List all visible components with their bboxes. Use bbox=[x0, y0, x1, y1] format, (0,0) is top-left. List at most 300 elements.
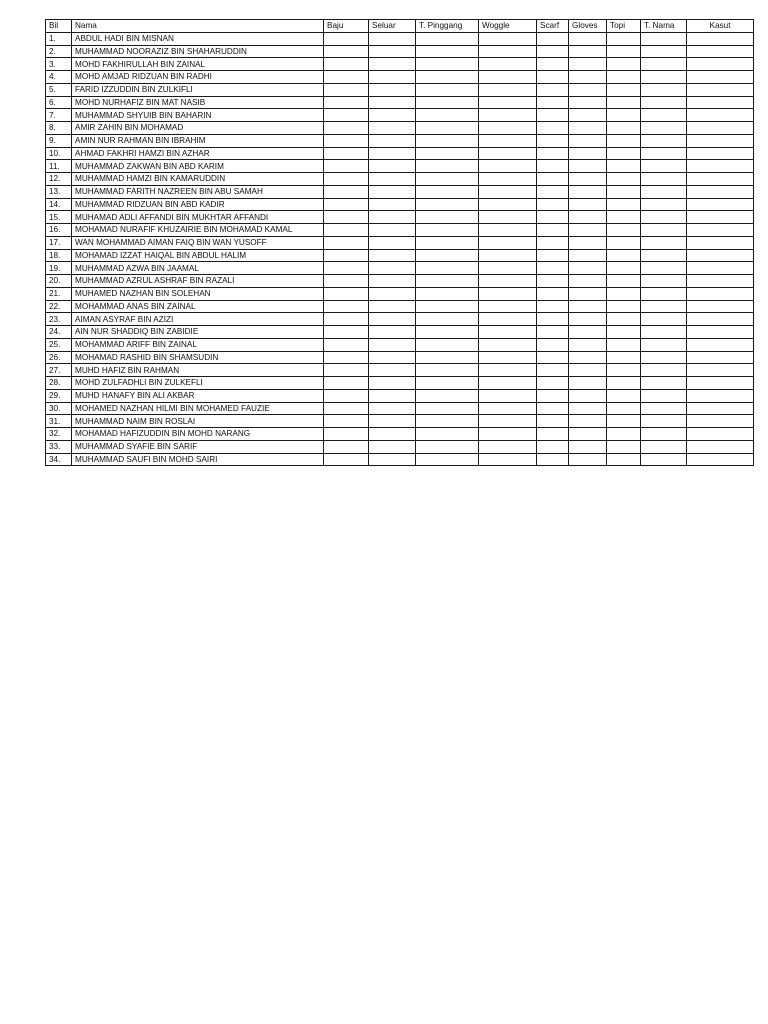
check-cell-kasut[interactable] bbox=[687, 211, 754, 224]
check-cell-t-nama[interactable] bbox=[641, 300, 687, 313]
check-cell-kasut[interactable] bbox=[687, 58, 754, 71]
check-cell-woggle[interactable] bbox=[479, 134, 537, 147]
check-cell-baju[interactable] bbox=[324, 134, 369, 147]
check-cell-scarf[interactable] bbox=[537, 134, 569, 147]
check-cell-t-pinggang[interactable] bbox=[416, 275, 479, 288]
check-cell-gloves[interactable] bbox=[569, 389, 607, 402]
check-cell-baju[interactable] bbox=[324, 32, 369, 45]
check-cell-baju[interactable] bbox=[324, 83, 369, 96]
check-cell-scarf[interactable] bbox=[537, 415, 569, 428]
check-cell-gloves[interactable] bbox=[569, 338, 607, 351]
check-cell-seluar[interactable] bbox=[369, 32, 416, 45]
check-cell-seluar[interactable] bbox=[369, 300, 416, 313]
check-cell-seluar[interactable] bbox=[369, 96, 416, 109]
check-cell-woggle[interactable] bbox=[479, 326, 537, 339]
check-cell-gloves[interactable] bbox=[569, 236, 607, 249]
check-cell-seluar[interactable] bbox=[369, 185, 416, 198]
check-cell-kasut[interactable] bbox=[687, 45, 754, 58]
check-cell-t-nama[interactable] bbox=[641, 32, 687, 45]
check-cell-gloves[interactable] bbox=[569, 275, 607, 288]
check-cell-scarf[interactable] bbox=[537, 147, 569, 160]
check-cell-kasut[interactable] bbox=[687, 402, 754, 415]
check-cell-t-nama[interactable] bbox=[641, 147, 687, 160]
check-cell-t-nama[interactable] bbox=[641, 198, 687, 211]
check-cell-woggle[interactable] bbox=[479, 453, 537, 466]
check-cell-kasut[interactable] bbox=[687, 275, 754, 288]
check-cell-topi[interactable] bbox=[607, 83, 641, 96]
check-cell-topi[interactable] bbox=[607, 415, 641, 428]
check-cell-baju[interactable] bbox=[324, 198, 369, 211]
check-cell-kasut[interactable] bbox=[687, 313, 754, 326]
check-cell-gloves[interactable] bbox=[569, 160, 607, 173]
check-cell-kasut[interactable] bbox=[687, 364, 754, 377]
check-cell-topi[interactable] bbox=[607, 440, 641, 453]
check-cell-t-nama[interactable] bbox=[641, 173, 687, 186]
check-cell-woggle[interactable] bbox=[479, 377, 537, 390]
check-cell-t-nama[interactable] bbox=[641, 122, 687, 135]
check-cell-t-nama[interactable] bbox=[641, 402, 687, 415]
check-cell-baju[interactable] bbox=[324, 453, 369, 466]
check-cell-woggle[interactable] bbox=[479, 32, 537, 45]
check-cell-seluar[interactable] bbox=[369, 287, 416, 300]
check-cell-kasut[interactable] bbox=[687, 287, 754, 300]
check-cell-kasut[interactable] bbox=[687, 96, 754, 109]
check-cell-t-pinggang[interactable] bbox=[416, 122, 479, 135]
check-cell-topi[interactable] bbox=[607, 45, 641, 58]
check-cell-kasut[interactable] bbox=[687, 147, 754, 160]
check-cell-topi[interactable] bbox=[607, 71, 641, 84]
check-cell-woggle[interactable] bbox=[479, 198, 537, 211]
check-cell-t-pinggang[interactable] bbox=[416, 83, 479, 96]
check-cell-scarf[interactable] bbox=[537, 338, 569, 351]
check-cell-t-nama[interactable] bbox=[641, 224, 687, 237]
check-cell-gloves[interactable] bbox=[569, 122, 607, 135]
check-cell-t-nama[interactable] bbox=[641, 83, 687, 96]
check-cell-baju[interactable] bbox=[324, 415, 369, 428]
check-cell-gloves[interactable] bbox=[569, 351, 607, 364]
check-cell-scarf[interactable] bbox=[537, 364, 569, 377]
check-cell-kasut[interactable] bbox=[687, 198, 754, 211]
check-cell-seluar[interactable] bbox=[369, 147, 416, 160]
check-cell-seluar[interactable] bbox=[369, 440, 416, 453]
check-cell-t-nama[interactable] bbox=[641, 96, 687, 109]
check-cell-woggle[interactable] bbox=[479, 440, 537, 453]
check-cell-t-pinggang[interactable] bbox=[416, 71, 479, 84]
check-cell-gloves[interactable] bbox=[569, 32, 607, 45]
check-cell-topi[interactable] bbox=[607, 287, 641, 300]
check-cell-gloves[interactable] bbox=[569, 440, 607, 453]
check-cell-t-pinggang[interactable] bbox=[416, 45, 479, 58]
check-cell-scarf[interactable] bbox=[537, 122, 569, 135]
check-cell-topi[interactable] bbox=[607, 262, 641, 275]
check-cell-gloves[interactable] bbox=[569, 453, 607, 466]
check-cell-kasut[interactable] bbox=[687, 262, 754, 275]
check-cell-topi[interactable] bbox=[607, 173, 641, 186]
check-cell-t-pinggang[interactable] bbox=[416, 96, 479, 109]
check-cell-t-nama[interactable] bbox=[641, 249, 687, 262]
check-cell-gloves[interactable] bbox=[569, 147, 607, 160]
check-cell-kasut[interactable] bbox=[687, 428, 754, 441]
check-cell-woggle[interactable] bbox=[479, 275, 537, 288]
check-cell-scarf[interactable] bbox=[537, 428, 569, 441]
check-cell-kasut[interactable] bbox=[687, 377, 754, 390]
check-cell-seluar[interactable] bbox=[369, 134, 416, 147]
check-cell-gloves[interactable] bbox=[569, 96, 607, 109]
check-cell-t-pinggang[interactable] bbox=[416, 402, 479, 415]
check-cell-t-pinggang[interactable] bbox=[416, 415, 479, 428]
check-cell-woggle[interactable] bbox=[479, 58, 537, 71]
check-cell-baju[interactable] bbox=[324, 377, 369, 390]
check-cell-scarf[interactable] bbox=[537, 402, 569, 415]
check-cell-baju[interactable] bbox=[324, 96, 369, 109]
check-cell-gloves[interactable] bbox=[569, 71, 607, 84]
check-cell-kasut[interactable] bbox=[687, 236, 754, 249]
check-cell-topi[interactable] bbox=[607, 109, 641, 122]
check-cell-t-pinggang[interactable] bbox=[416, 428, 479, 441]
check-cell-baju[interactable] bbox=[324, 211, 369, 224]
check-cell-scarf[interactable] bbox=[537, 377, 569, 390]
check-cell-t-nama[interactable] bbox=[641, 287, 687, 300]
check-cell-t-pinggang[interactable] bbox=[416, 147, 479, 160]
check-cell-topi[interactable] bbox=[607, 122, 641, 135]
check-cell-t-pinggang[interactable] bbox=[416, 453, 479, 466]
check-cell-seluar[interactable] bbox=[369, 236, 416, 249]
check-cell-woggle[interactable] bbox=[479, 249, 537, 262]
check-cell-scarf[interactable] bbox=[537, 58, 569, 71]
check-cell-t-pinggang[interactable] bbox=[416, 377, 479, 390]
check-cell-gloves[interactable] bbox=[569, 300, 607, 313]
check-cell-kasut[interactable] bbox=[687, 224, 754, 237]
check-cell-baju[interactable] bbox=[324, 45, 369, 58]
check-cell-t-pinggang[interactable] bbox=[416, 351, 479, 364]
check-cell-kasut[interactable] bbox=[687, 300, 754, 313]
check-cell-t-pinggang[interactable] bbox=[416, 211, 479, 224]
check-cell-gloves[interactable] bbox=[569, 313, 607, 326]
check-cell-t-nama[interactable] bbox=[641, 134, 687, 147]
check-cell-topi[interactable] bbox=[607, 58, 641, 71]
check-cell-woggle[interactable] bbox=[479, 262, 537, 275]
check-cell-kasut[interactable] bbox=[687, 338, 754, 351]
check-cell-scarf[interactable] bbox=[537, 300, 569, 313]
check-cell-kasut[interactable] bbox=[687, 71, 754, 84]
check-cell-seluar[interactable] bbox=[369, 122, 416, 135]
check-cell-t-pinggang[interactable] bbox=[416, 224, 479, 237]
check-cell-woggle[interactable] bbox=[479, 147, 537, 160]
check-cell-t-pinggang[interactable] bbox=[416, 338, 479, 351]
check-cell-scarf[interactable] bbox=[537, 83, 569, 96]
check-cell-baju[interactable] bbox=[324, 173, 369, 186]
check-cell-t-pinggang[interactable] bbox=[416, 134, 479, 147]
check-cell-baju[interactable] bbox=[324, 364, 369, 377]
check-cell-topi[interactable] bbox=[607, 338, 641, 351]
check-cell-woggle[interactable] bbox=[479, 428, 537, 441]
check-cell-t-nama[interactable] bbox=[641, 71, 687, 84]
check-cell-kasut[interactable] bbox=[687, 440, 754, 453]
check-cell-topi[interactable] bbox=[607, 211, 641, 224]
check-cell-woggle[interactable] bbox=[479, 160, 537, 173]
check-cell-topi[interactable] bbox=[607, 147, 641, 160]
check-cell-topi[interactable] bbox=[607, 96, 641, 109]
check-cell-baju[interactable] bbox=[324, 389, 369, 402]
check-cell-baju[interactable] bbox=[324, 402, 369, 415]
check-cell-topi[interactable] bbox=[607, 224, 641, 237]
check-cell-seluar[interactable] bbox=[369, 364, 416, 377]
check-cell-gloves[interactable] bbox=[569, 224, 607, 237]
check-cell-gloves[interactable] bbox=[569, 377, 607, 390]
check-cell-topi[interactable] bbox=[607, 453, 641, 466]
check-cell-seluar[interactable] bbox=[369, 83, 416, 96]
check-cell-kasut[interactable] bbox=[687, 83, 754, 96]
check-cell-gloves[interactable] bbox=[569, 58, 607, 71]
check-cell-scarf[interactable] bbox=[537, 287, 569, 300]
check-cell-woggle[interactable] bbox=[479, 338, 537, 351]
check-cell-scarf[interactable] bbox=[537, 32, 569, 45]
check-cell-baju[interactable] bbox=[324, 249, 369, 262]
check-cell-t-nama[interactable] bbox=[641, 262, 687, 275]
check-cell-woggle[interactable] bbox=[479, 96, 537, 109]
check-cell-topi[interactable] bbox=[607, 185, 641, 198]
check-cell-t-pinggang[interactable] bbox=[416, 185, 479, 198]
check-cell-woggle[interactable] bbox=[479, 313, 537, 326]
check-cell-scarf[interactable] bbox=[537, 326, 569, 339]
check-cell-scarf[interactable] bbox=[537, 236, 569, 249]
check-cell-topi[interactable] bbox=[607, 364, 641, 377]
check-cell-gloves[interactable] bbox=[569, 109, 607, 122]
check-cell-t-pinggang[interactable] bbox=[416, 109, 479, 122]
check-cell-gloves[interactable] bbox=[569, 211, 607, 224]
check-cell-woggle[interactable] bbox=[479, 211, 537, 224]
check-cell-seluar[interactable] bbox=[369, 211, 416, 224]
check-cell-woggle[interactable] bbox=[479, 415, 537, 428]
check-cell-kasut[interactable] bbox=[687, 173, 754, 186]
check-cell-gloves[interactable] bbox=[569, 173, 607, 186]
check-cell-t-nama[interactable] bbox=[641, 275, 687, 288]
check-cell-seluar[interactable] bbox=[369, 275, 416, 288]
check-cell-baju[interactable] bbox=[324, 58, 369, 71]
check-cell-t-pinggang[interactable] bbox=[416, 173, 479, 186]
check-cell-baju[interactable] bbox=[324, 236, 369, 249]
check-cell-scarf[interactable] bbox=[537, 109, 569, 122]
check-cell-woggle[interactable] bbox=[479, 83, 537, 96]
check-cell-t-pinggang[interactable] bbox=[416, 389, 479, 402]
check-cell-seluar[interactable] bbox=[369, 109, 416, 122]
check-cell-scarf[interactable] bbox=[537, 96, 569, 109]
check-cell-baju[interactable] bbox=[324, 275, 369, 288]
check-cell-gloves[interactable] bbox=[569, 249, 607, 262]
check-cell-seluar[interactable] bbox=[369, 377, 416, 390]
check-cell-topi[interactable] bbox=[607, 160, 641, 173]
check-cell-baju[interactable] bbox=[324, 71, 369, 84]
check-cell-kasut[interactable] bbox=[687, 415, 754, 428]
check-cell-kasut[interactable] bbox=[687, 32, 754, 45]
check-cell-woggle[interactable] bbox=[479, 185, 537, 198]
check-cell-baju[interactable] bbox=[324, 326, 369, 339]
check-cell-seluar[interactable] bbox=[369, 58, 416, 71]
check-cell-seluar[interactable] bbox=[369, 71, 416, 84]
check-cell-seluar[interactable] bbox=[369, 402, 416, 415]
check-cell-baju[interactable] bbox=[324, 224, 369, 237]
check-cell-scarf[interactable] bbox=[537, 160, 569, 173]
check-cell-kasut[interactable] bbox=[687, 453, 754, 466]
check-cell-gloves[interactable] bbox=[569, 326, 607, 339]
check-cell-scarf[interactable] bbox=[537, 389, 569, 402]
check-cell-scarf[interactable] bbox=[537, 198, 569, 211]
check-cell-topi[interactable] bbox=[607, 402, 641, 415]
check-cell-seluar[interactable] bbox=[369, 453, 416, 466]
check-cell-t-nama[interactable] bbox=[641, 58, 687, 71]
check-cell-baju[interactable] bbox=[324, 351, 369, 364]
check-cell-woggle[interactable] bbox=[479, 224, 537, 237]
check-cell-seluar[interactable] bbox=[369, 326, 416, 339]
check-cell-kasut[interactable] bbox=[687, 389, 754, 402]
check-cell-woggle[interactable] bbox=[479, 173, 537, 186]
check-cell-woggle[interactable] bbox=[479, 300, 537, 313]
check-cell-baju[interactable] bbox=[324, 338, 369, 351]
check-cell-t-nama[interactable] bbox=[641, 45, 687, 58]
check-cell-baju[interactable] bbox=[324, 428, 369, 441]
check-cell-gloves[interactable] bbox=[569, 287, 607, 300]
check-cell-scarf[interactable] bbox=[537, 313, 569, 326]
check-cell-woggle[interactable] bbox=[479, 389, 537, 402]
check-cell-gloves[interactable] bbox=[569, 83, 607, 96]
check-cell-topi[interactable] bbox=[607, 300, 641, 313]
check-cell-seluar[interactable] bbox=[369, 45, 416, 58]
check-cell-topi[interactable] bbox=[607, 32, 641, 45]
check-cell-scarf[interactable] bbox=[537, 249, 569, 262]
check-cell-seluar[interactable] bbox=[369, 428, 416, 441]
check-cell-seluar[interactable] bbox=[369, 351, 416, 364]
check-cell-woggle[interactable] bbox=[479, 122, 537, 135]
check-cell-woggle[interactable] bbox=[479, 71, 537, 84]
check-cell-baju[interactable] bbox=[324, 287, 369, 300]
check-cell-scarf[interactable] bbox=[537, 173, 569, 186]
check-cell-baju[interactable] bbox=[324, 262, 369, 275]
check-cell-seluar[interactable] bbox=[369, 338, 416, 351]
check-cell-kasut[interactable] bbox=[687, 109, 754, 122]
check-cell-scarf[interactable] bbox=[537, 453, 569, 466]
check-cell-t-pinggang[interactable] bbox=[416, 198, 479, 211]
check-cell-seluar[interactable] bbox=[369, 224, 416, 237]
check-cell-scarf[interactable] bbox=[537, 275, 569, 288]
check-cell-gloves[interactable] bbox=[569, 415, 607, 428]
check-cell-topi[interactable] bbox=[607, 275, 641, 288]
check-cell-seluar[interactable] bbox=[369, 173, 416, 186]
check-cell-t-pinggang[interactable] bbox=[416, 326, 479, 339]
check-cell-woggle[interactable] bbox=[479, 109, 537, 122]
check-cell-t-pinggang[interactable] bbox=[416, 364, 479, 377]
check-cell-woggle[interactable] bbox=[479, 45, 537, 58]
check-cell-topi[interactable] bbox=[607, 377, 641, 390]
check-cell-t-nama[interactable] bbox=[641, 160, 687, 173]
check-cell-seluar[interactable] bbox=[369, 198, 416, 211]
check-cell-topi[interactable] bbox=[607, 351, 641, 364]
check-cell-kasut[interactable] bbox=[687, 351, 754, 364]
check-cell-topi[interactable] bbox=[607, 389, 641, 402]
check-cell-t-nama[interactable] bbox=[641, 236, 687, 249]
check-cell-t-nama[interactable] bbox=[641, 377, 687, 390]
check-cell-t-nama[interactable] bbox=[641, 364, 687, 377]
check-cell-t-nama[interactable] bbox=[641, 351, 687, 364]
check-cell-topi[interactable] bbox=[607, 249, 641, 262]
check-cell-topi[interactable] bbox=[607, 326, 641, 339]
check-cell-gloves[interactable] bbox=[569, 428, 607, 441]
check-cell-scarf[interactable] bbox=[537, 224, 569, 237]
check-cell-woggle[interactable] bbox=[479, 287, 537, 300]
check-cell-baju[interactable] bbox=[324, 300, 369, 313]
check-cell-t-nama[interactable] bbox=[641, 440, 687, 453]
check-cell-t-nama[interactable] bbox=[641, 453, 687, 466]
check-cell-gloves[interactable] bbox=[569, 262, 607, 275]
check-cell-baju[interactable] bbox=[324, 147, 369, 160]
check-cell-gloves[interactable] bbox=[569, 364, 607, 377]
check-cell-t-pinggang[interactable] bbox=[416, 236, 479, 249]
check-cell-woggle[interactable] bbox=[479, 364, 537, 377]
check-cell-kasut[interactable] bbox=[687, 249, 754, 262]
check-cell-t-pinggang[interactable] bbox=[416, 58, 479, 71]
check-cell-scarf[interactable] bbox=[537, 211, 569, 224]
check-cell-seluar[interactable] bbox=[369, 415, 416, 428]
check-cell-t-nama[interactable] bbox=[641, 428, 687, 441]
check-cell-t-pinggang[interactable] bbox=[416, 160, 479, 173]
check-cell-seluar[interactable] bbox=[369, 389, 416, 402]
check-cell-t-pinggang[interactable] bbox=[416, 300, 479, 313]
check-cell-seluar[interactable] bbox=[369, 313, 416, 326]
check-cell-t-nama[interactable] bbox=[641, 109, 687, 122]
check-cell-seluar[interactable] bbox=[369, 262, 416, 275]
check-cell-baju[interactable] bbox=[324, 313, 369, 326]
check-cell-t-nama[interactable] bbox=[641, 389, 687, 402]
check-cell-kasut[interactable] bbox=[687, 326, 754, 339]
check-cell-t-nama[interactable] bbox=[641, 338, 687, 351]
check-cell-scarf[interactable] bbox=[537, 262, 569, 275]
check-cell-t-pinggang[interactable] bbox=[416, 440, 479, 453]
check-cell-gloves[interactable] bbox=[569, 402, 607, 415]
check-cell-topi[interactable] bbox=[607, 313, 641, 326]
check-cell-baju[interactable] bbox=[324, 109, 369, 122]
check-cell-baju[interactable] bbox=[324, 160, 369, 173]
check-cell-woggle[interactable] bbox=[479, 351, 537, 364]
check-cell-topi[interactable] bbox=[607, 198, 641, 211]
check-cell-scarf[interactable] bbox=[537, 45, 569, 58]
check-cell-gloves[interactable] bbox=[569, 185, 607, 198]
check-cell-baju[interactable] bbox=[324, 122, 369, 135]
check-cell-gloves[interactable] bbox=[569, 198, 607, 211]
check-cell-t-pinggang[interactable] bbox=[416, 32, 479, 45]
check-cell-t-nama[interactable] bbox=[641, 326, 687, 339]
check-cell-t-nama[interactable] bbox=[641, 211, 687, 224]
check-cell-t-nama[interactable] bbox=[641, 185, 687, 198]
check-cell-topi[interactable] bbox=[607, 236, 641, 249]
check-cell-kasut[interactable] bbox=[687, 122, 754, 135]
check-cell-t-pinggang[interactable] bbox=[416, 313, 479, 326]
check-cell-t-pinggang[interactable] bbox=[416, 262, 479, 275]
check-cell-scarf[interactable] bbox=[537, 440, 569, 453]
check-cell-t-nama[interactable] bbox=[641, 313, 687, 326]
check-cell-seluar[interactable] bbox=[369, 249, 416, 262]
check-cell-scarf[interactable] bbox=[537, 71, 569, 84]
check-cell-gloves[interactable] bbox=[569, 45, 607, 58]
check-cell-t-pinggang[interactable] bbox=[416, 249, 479, 262]
check-cell-woggle[interactable] bbox=[479, 402, 537, 415]
check-cell-t-nama[interactable] bbox=[641, 415, 687, 428]
check-cell-kasut[interactable] bbox=[687, 160, 754, 173]
check-cell-woggle[interactable] bbox=[479, 236, 537, 249]
check-cell-t-pinggang[interactable] bbox=[416, 287, 479, 300]
check-cell-topi[interactable] bbox=[607, 428, 641, 441]
check-cell-kasut[interactable] bbox=[687, 134, 754, 147]
check-cell-baju[interactable] bbox=[324, 440, 369, 453]
check-cell-scarf[interactable] bbox=[537, 351, 569, 364]
